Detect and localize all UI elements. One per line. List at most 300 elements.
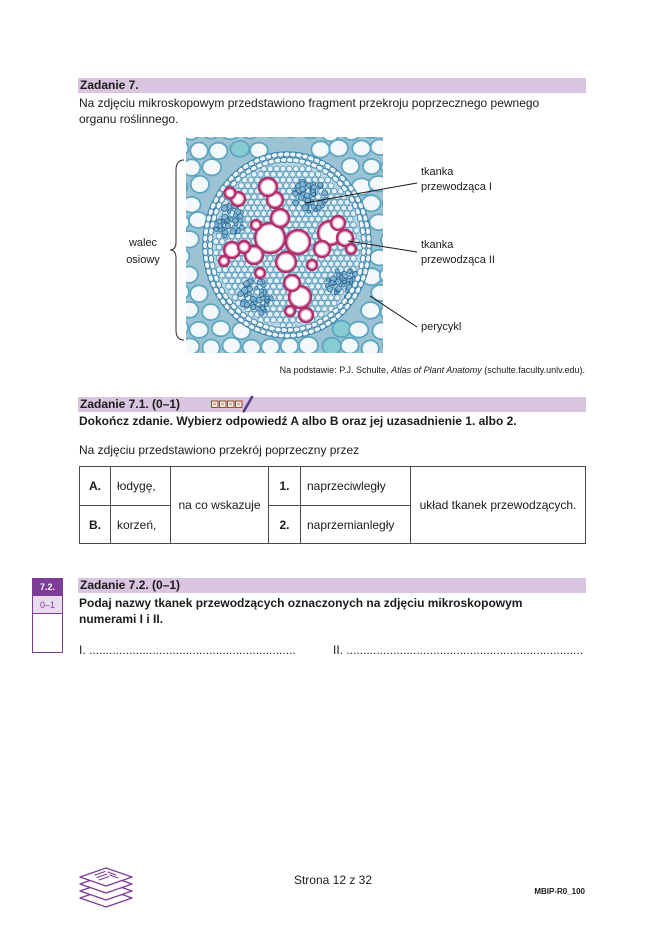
answer-boxes-pen-icon xyxy=(210,395,254,413)
cortex-cell xyxy=(261,339,279,353)
stele-cell xyxy=(344,211,350,217)
stele-cell xyxy=(335,261,341,267)
stele-cell xyxy=(315,295,321,301)
task-7-intro-line-1: Na zdjęciu mikroskopowym przedstawiono fragment przekroju poprzecznego pewnego xyxy=(79,96,540,110)
stele-cell xyxy=(261,211,267,217)
stele-cell xyxy=(274,300,280,306)
phloem-cell xyxy=(342,284,345,287)
cortex-cell xyxy=(230,141,249,157)
phloem-cell xyxy=(327,286,333,292)
stele-cell xyxy=(325,177,331,183)
pericycle-label: perycykl xyxy=(421,321,462,333)
exam-code: MBIP-R0_100 xyxy=(534,887,585,896)
cortex-cell xyxy=(311,141,329,157)
stele-cell xyxy=(341,261,347,267)
cortex-cell xyxy=(190,143,208,160)
stele-cell xyxy=(319,289,325,295)
stele-cell xyxy=(274,289,280,295)
bracket-label-line-2: osiowy xyxy=(126,254,160,266)
stele-cell xyxy=(293,177,299,183)
stele-cell xyxy=(283,317,289,323)
ring-cell xyxy=(361,248,367,256)
stele-cell xyxy=(296,205,302,211)
stele-cell xyxy=(293,222,299,228)
cortex-cell xyxy=(299,337,318,353)
stele-cell xyxy=(309,272,315,278)
cortex-cell xyxy=(223,338,241,353)
stele-cell xyxy=(277,284,283,290)
stele-cell xyxy=(290,172,296,178)
task-7-header: Zadanie 7. xyxy=(80,78,139,92)
stele-cell xyxy=(299,267,305,273)
phloem-cell xyxy=(298,195,304,201)
stele-cell xyxy=(283,194,289,200)
stele-cell xyxy=(271,272,277,278)
stele-cell xyxy=(303,172,309,178)
cortex-cell xyxy=(202,159,221,175)
stele-cell xyxy=(213,250,219,256)
phloem-cell xyxy=(254,301,258,305)
stele-cell xyxy=(290,317,296,323)
stele-cell xyxy=(328,205,334,211)
phloem-cell xyxy=(321,204,325,208)
phloem-cell xyxy=(255,286,259,290)
stele-cell xyxy=(296,216,302,222)
phloem-cell xyxy=(305,193,310,198)
stele-cell xyxy=(351,256,357,262)
phloem-cell xyxy=(255,306,259,310)
phloem-cell xyxy=(323,197,328,202)
cortex-cell xyxy=(186,267,198,284)
cortex-cell xyxy=(362,340,379,353)
stele-cell xyxy=(296,172,302,178)
stele-cell xyxy=(312,222,318,228)
stele-cell xyxy=(306,166,312,172)
stele-cell xyxy=(322,272,328,278)
ring-cell xyxy=(208,241,213,248)
stele-cell xyxy=(267,278,273,284)
cortex-cell xyxy=(190,285,208,302)
phloem-cell xyxy=(242,287,248,293)
phloem-cell xyxy=(265,296,269,300)
stele-cell xyxy=(271,306,277,312)
stele-cell xyxy=(306,278,312,284)
stele-cell xyxy=(290,205,296,211)
stele-cell xyxy=(274,278,280,284)
stele-cell xyxy=(312,278,318,284)
sentence-ending: układ tkanek przewodzących. xyxy=(411,467,586,544)
phloem-cell xyxy=(322,190,328,196)
stele-cell xyxy=(315,272,321,278)
answer-field-I[interactable]: I. .............................................................. xyxy=(79,643,296,657)
stele-cell xyxy=(331,300,337,306)
option-2-number[interactable]: 2. xyxy=(269,506,301,544)
option-1-text[interactable]: naprzeciwległy xyxy=(301,467,411,506)
tissue-2-label-line-1: tkanka xyxy=(421,239,454,251)
stele-cell xyxy=(303,272,309,278)
phloem-cell xyxy=(335,269,339,273)
phloem-cell xyxy=(225,223,231,229)
option-b-letter[interactable]: B. xyxy=(80,506,111,544)
tissue-1-label-line-2: przewodząca I xyxy=(421,181,492,193)
cortex-cell xyxy=(333,321,351,338)
phloem-cell xyxy=(347,279,350,282)
stele-cell xyxy=(319,267,325,273)
phloem-cell xyxy=(312,185,317,190)
stele-cell xyxy=(315,172,321,178)
answer-field-II[interactable]: II. ....................................................................... xyxy=(333,643,584,657)
stele-cell xyxy=(351,222,357,228)
stele-cell xyxy=(248,177,254,183)
phloem-cell xyxy=(293,200,299,206)
stele-cell xyxy=(293,211,299,217)
stele-cell xyxy=(277,272,283,278)
stele-cell xyxy=(239,183,245,189)
stele-cell xyxy=(267,166,273,172)
stele-cell xyxy=(232,295,238,301)
phloem-cell xyxy=(233,213,237,217)
stele-cell xyxy=(223,278,229,284)
stele-cell xyxy=(255,200,261,206)
phloem-cell xyxy=(330,281,334,285)
phloem-cell xyxy=(307,210,310,213)
stele-cell xyxy=(303,216,309,222)
stele-cell xyxy=(271,172,277,178)
stele-cell xyxy=(328,261,334,267)
cortex-cell xyxy=(186,338,199,353)
phloem-cell xyxy=(261,306,265,310)
stele-cell xyxy=(309,228,315,234)
stele-cell xyxy=(328,183,334,189)
cortex-cell xyxy=(202,304,219,320)
stele-cell xyxy=(264,261,270,267)
phloem-cell xyxy=(307,183,311,187)
ring-cell xyxy=(361,241,366,248)
stele-cell xyxy=(271,317,277,323)
stele-cell xyxy=(309,172,315,178)
xylem-vessel xyxy=(259,178,277,196)
xylem-vessel xyxy=(314,241,330,257)
task-7-1-stem: Na zdjęciu przedstawiono przekrój poprzeczny przez xyxy=(79,443,360,457)
cortex-cell xyxy=(341,338,359,353)
stele-cell xyxy=(274,312,280,318)
stele-cell xyxy=(319,211,325,217)
stele-cell xyxy=(248,233,254,239)
bracket-label-line-1: walec xyxy=(128,237,158,249)
stele-cell xyxy=(235,267,241,273)
stele-cell xyxy=(312,289,318,295)
stele-cell xyxy=(299,222,305,228)
cortex-cell xyxy=(281,338,298,353)
stele-cell xyxy=(354,228,360,234)
stele-cell xyxy=(264,172,270,178)
phloem-cell xyxy=(336,286,342,292)
stele-cell xyxy=(344,256,350,262)
phloem-cell xyxy=(257,280,262,285)
cortex-cell xyxy=(202,340,219,354)
phloem-cell xyxy=(293,191,298,196)
cortex-cell xyxy=(243,340,261,353)
phloem-cell xyxy=(343,280,346,283)
xylem-vessel xyxy=(284,275,300,291)
cortex-cell xyxy=(329,140,348,157)
phloem-cell xyxy=(347,269,351,273)
phloem-cell xyxy=(264,303,268,307)
task-7-1-instruction: Dokończ zdanie. Wybierz odpowiedź A albo B oraz jej uzasadnienie 1. albo 2. xyxy=(79,414,517,428)
stele-cell xyxy=(277,295,283,301)
phloem-cell xyxy=(318,182,323,187)
figure-source xyxy=(186,364,585,376)
stele-cell xyxy=(229,278,235,284)
stele-cell xyxy=(283,183,289,189)
stele-cell xyxy=(309,284,315,290)
stele-cell xyxy=(277,172,283,178)
task-7-intro-line-2: organu roślinnego. xyxy=(79,112,179,126)
stele-cell xyxy=(248,188,254,194)
stele-cell xyxy=(235,233,241,239)
stele-cell xyxy=(261,200,267,206)
stele-cell xyxy=(242,267,248,273)
stele-cell xyxy=(315,216,321,222)
source-suffix: (schulte.faculty.unlv.edu). xyxy=(481,365,585,375)
stele-cell xyxy=(319,312,325,318)
stele-cell xyxy=(331,200,337,206)
walec-osiowy-bracket xyxy=(170,160,184,340)
stele-cell xyxy=(290,216,296,222)
phloem-cell xyxy=(219,228,223,232)
stele-cell xyxy=(248,200,254,206)
option-2-text[interactable]: naprzemianległy xyxy=(301,506,411,544)
stele-cell xyxy=(226,284,232,290)
ring-cell xyxy=(366,241,371,248)
cortex-cell xyxy=(371,139,383,155)
phloem-cell xyxy=(230,229,236,235)
task-7-1-header: Zadanie 7.1. (0–1) xyxy=(80,397,181,411)
margin-points: 0–1 xyxy=(33,596,62,614)
stele-cell xyxy=(229,289,235,295)
stele-cell xyxy=(277,306,283,312)
xylem-vessel xyxy=(276,252,296,272)
margin-score-field[interactable] xyxy=(33,614,62,651)
stele-cell xyxy=(251,194,257,200)
stele-cell xyxy=(322,306,328,312)
cortex-cell xyxy=(209,143,227,159)
task-7-2-instruction-line-2: numerami I i II. xyxy=(79,612,164,626)
stele-cell xyxy=(216,244,222,250)
stele-cell xyxy=(255,211,261,217)
stele-cell xyxy=(258,205,264,211)
stele-cell xyxy=(335,194,341,200)
connector-text: na co wskazuje xyxy=(171,467,269,544)
stele-cell xyxy=(251,172,257,178)
ring-cell xyxy=(203,241,208,248)
stele-cell xyxy=(264,216,270,222)
phloem-cell xyxy=(228,210,231,213)
cortex-cell xyxy=(369,214,383,230)
stele-cell xyxy=(287,166,293,172)
stele-cell xyxy=(248,267,254,273)
stele-cell xyxy=(219,272,225,278)
task-7-1-header-bar xyxy=(78,397,586,412)
stele-cell xyxy=(223,267,229,273)
stele-cell xyxy=(328,295,334,301)
stele-cell xyxy=(335,250,341,256)
page-number: Strona 12 z 32 xyxy=(293,873,373,887)
stele-cell xyxy=(213,239,219,245)
stele-cell xyxy=(245,205,251,211)
option-a-letter[interactable]: A. xyxy=(80,467,111,506)
stele-cell xyxy=(242,233,248,239)
phloem-cell xyxy=(326,278,330,282)
stele-cell xyxy=(267,289,273,295)
stele-cell xyxy=(331,188,337,194)
stele-cell xyxy=(267,312,273,318)
stele-cell xyxy=(293,166,299,172)
stele-cell xyxy=(229,267,235,273)
stele-cell xyxy=(251,183,257,189)
stele-cell xyxy=(315,306,321,312)
stele-cell xyxy=(347,216,353,222)
phloem-cell xyxy=(302,205,308,211)
stele-cell xyxy=(306,222,312,228)
stele-cell xyxy=(280,300,286,306)
stele-cell xyxy=(245,228,251,234)
stele-cell xyxy=(239,272,245,278)
phloem-cell xyxy=(222,214,228,220)
cortex-cell xyxy=(191,176,209,193)
stele-cell xyxy=(354,239,360,245)
stele-cell xyxy=(299,256,305,262)
cke-logo-icon xyxy=(78,866,134,910)
stele-cell xyxy=(347,261,353,267)
cortex-cell xyxy=(342,158,359,174)
source-title: Atlas of Plant Anatomy xyxy=(391,365,482,375)
stele-cell xyxy=(299,211,305,217)
stele-cell xyxy=(232,284,238,290)
stele-cell xyxy=(325,300,331,306)
stele-cell xyxy=(299,166,305,172)
cortex-cell xyxy=(212,321,230,336)
phloem-cell xyxy=(233,218,238,223)
source-prefix: Na podstawie: P.J. Schulte, xyxy=(279,365,392,375)
phloem-cell xyxy=(296,184,301,189)
phloem-cell xyxy=(260,289,264,293)
stele-cell xyxy=(335,295,341,301)
task-7-2-header: Zadanie 7.2. (0–1) xyxy=(80,578,181,592)
ring-cell xyxy=(361,234,367,242)
phloem-cell xyxy=(218,224,222,228)
cortex-cell xyxy=(371,285,383,301)
stele-cell xyxy=(219,239,225,245)
phloem-cell xyxy=(244,302,249,307)
phloem-cell xyxy=(214,227,218,231)
tissue-1-label-line-1: tkanka xyxy=(421,166,454,178)
stele-cell xyxy=(315,284,321,290)
phloem-cell xyxy=(222,206,228,212)
answer-choice-table xyxy=(79,466,586,544)
stele-cell xyxy=(287,200,293,206)
stele-cell xyxy=(319,177,325,183)
stele-cell xyxy=(216,233,222,239)
stele-cell xyxy=(325,267,331,273)
root-cross-section-micrograph xyxy=(186,137,383,353)
xylem-vessel xyxy=(271,209,289,227)
stele-cell xyxy=(271,284,277,290)
stele-cell xyxy=(287,188,293,194)
stele-cell xyxy=(338,200,344,206)
stele-cell xyxy=(232,261,238,267)
stele-cell xyxy=(251,205,257,211)
stele-cell xyxy=(232,272,238,278)
cortex-cell xyxy=(186,231,199,248)
cortex-cell xyxy=(370,250,383,266)
cortex-cell xyxy=(186,159,200,176)
cortex-cell xyxy=(186,197,201,213)
cortex-cell xyxy=(372,323,383,340)
cortex-cell xyxy=(352,141,370,157)
option-1-number[interactable]: 1. xyxy=(269,467,301,506)
stele-cell xyxy=(325,211,331,217)
stele-cell xyxy=(341,205,347,211)
stele-cell xyxy=(264,317,270,323)
task-7-2-header-bar xyxy=(78,578,586,593)
stele-cell xyxy=(267,256,273,262)
stele-cell xyxy=(248,211,254,217)
ring-cell xyxy=(366,234,371,242)
task-7-header-bar xyxy=(78,78,586,93)
phloem-cell xyxy=(343,271,347,275)
stele-cell xyxy=(267,267,273,273)
stele-cell xyxy=(245,216,251,222)
stele-cell xyxy=(328,194,334,200)
stele-cell xyxy=(277,317,283,323)
stele-cell xyxy=(235,278,241,284)
cortex-cell xyxy=(361,302,380,319)
stele-cell xyxy=(319,278,325,284)
cortex-cell xyxy=(369,176,383,191)
stele-cell xyxy=(245,183,251,189)
cortex-cell xyxy=(322,338,341,353)
margin-task-number: 7.2. xyxy=(33,579,62,596)
ring-cell xyxy=(208,234,214,242)
stele-cell xyxy=(283,172,289,178)
stele-cell xyxy=(280,166,286,172)
cortex-cell xyxy=(186,302,198,318)
option-a-text[interactable]: łodygę, xyxy=(111,467,171,506)
stele-cell xyxy=(287,177,293,183)
option-b-text[interactable]: korzeń, xyxy=(111,506,171,544)
stele-cell xyxy=(280,177,286,183)
stele-cell xyxy=(338,256,344,262)
cortex-cell xyxy=(190,322,209,338)
phloem-cell xyxy=(305,198,310,203)
stele-cell xyxy=(309,216,315,222)
phloem-cell xyxy=(312,192,316,196)
cortex-cell xyxy=(349,322,368,338)
phloem-cell xyxy=(247,292,251,296)
stele-cell xyxy=(274,166,280,172)
stele-cell xyxy=(280,289,286,295)
stele-cell xyxy=(319,300,325,306)
stele-cell xyxy=(226,272,232,278)
phloem-cell xyxy=(244,281,250,287)
phloem-cell xyxy=(300,186,306,192)
stele-cell xyxy=(258,172,264,178)
task-7-2-instruction-line-1: Podaj nazwy tkanek przewodzących oznaczonych na zdjęciu mikroskopowym xyxy=(79,596,523,610)
tissue-2-label-line-2: przewodząca II xyxy=(421,254,495,266)
stele-cell xyxy=(312,300,318,306)
stele-cell xyxy=(335,205,341,211)
